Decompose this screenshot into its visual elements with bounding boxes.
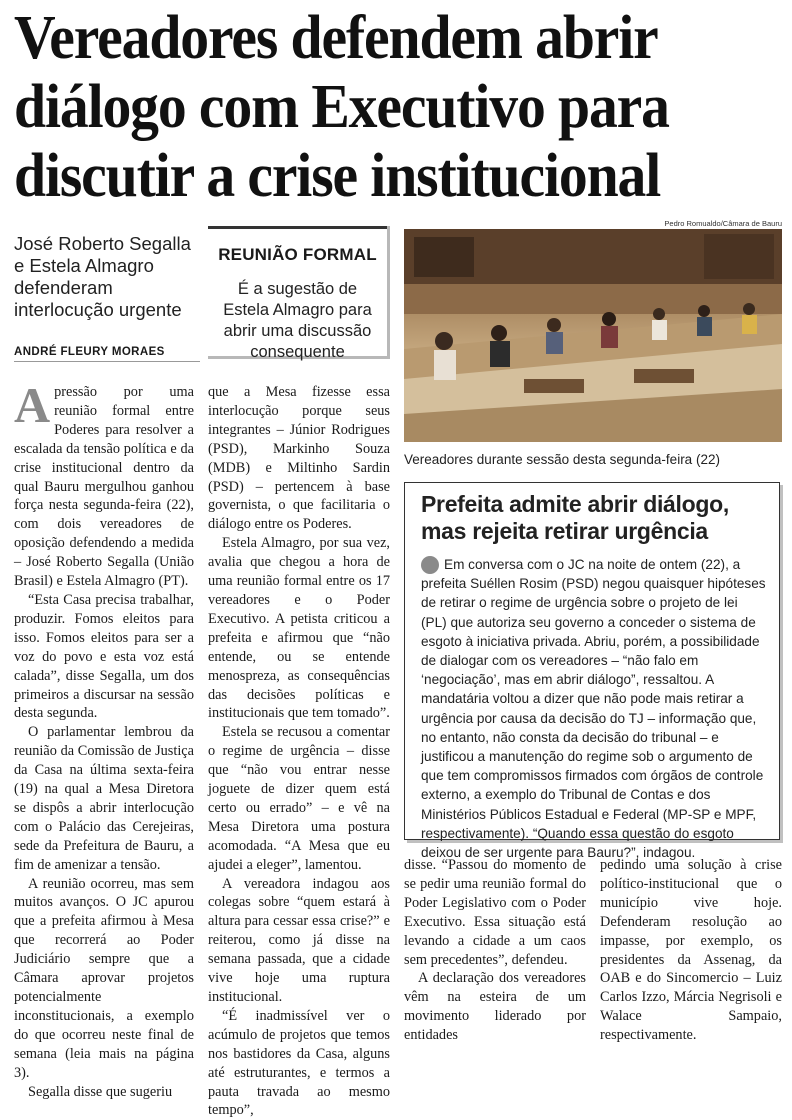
article-paragraph: Apressão por uma reunião formal entre Poderes para resolver a escalada da tensão política e da crise institucional dentro da qual Bauru mergulhou ganhou força nesta segunda-feira (22), com dois vereadores de oposição defendendo a medida – José Roberto Segalla (União Brasil) e Estela Almagro (PT). bbox=[14, 377, 194, 590]
headline-line-2: diálogo com Executivo para bbox=[14, 73, 669, 141]
callout-text: É a sugestão de Estela Almagro para abrir uma discussão consequente bbox=[223, 280, 372, 361]
headline-line-3: discutir a crise institucional bbox=[14, 142, 661, 210]
article-paragraph: A declaração dos vereadores vêm na esteira de um movimento liderado por entidades bbox=[404, 970, 586, 1044]
article-column-2 bbox=[208, 383, 390, 1120]
headline-line-1: Vereadores defendem abrir bbox=[14, 4, 658, 72]
photo-illustration bbox=[404, 229, 782, 442]
article-paragraph: Estela se recusou a comentar o regime de urgência – disse que “não vou entrar nesse joguete de dizer quem está certo ou errado” – e vê na Mesa Diretora uma postura acomodada. “A Mesa que eu ajudei a eleger”, lamentou. bbox=[208, 724, 390, 873]
article-paragraph: O parlamentar lembrou da reunião da Comissão de Justiça da Casa na última sexta-feira (19) na qual a Mesa Diretora se dispôs a abrir interlocução com o Palácio das Cerejeiras, sede da Prefeitura de Bauru, a fim de amenizar a tensão. bbox=[14, 724, 194, 873]
article-paragraph: A reunião ocorreu, mas sem muitos avanços. O JC apurou que a prefeita afirmou à Mesa que recorrerá ao Poder Judiciário sempre que a Câmara aprovar projetos potencialmente inconstitucionais, a exemplo do que ocorreu neste final de semana (leia mais na página 3). bbox=[14, 875, 194, 1081]
byline: ANDRÉ FLEURY MORAES bbox=[14, 346, 200, 362]
article-column-1 bbox=[14, 377, 194, 1101]
headline bbox=[14, 4, 730, 211]
article-column-3 bbox=[404, 856, 586, 1045]
article-paragraph: disse. “Passou do momento de se pedir uma reunião formal do Poder Legislativo com o Poder Executivo. Essa situação está levando a cidade a um caos sem precedentes”, defendeu. bbox=[404, 857, 586, 968]
article-paragraph: pedindo uma solução à crise político-institucional que o município vive hoje. Defenderam resolução ao impasse, por exemplo, os presidentes da Assenag, da OAB e do Sincomercio – Luiz Carlos Izzo, Márcia Negrisoli e Walace Sampaio, respectivamente. bbox=[600, 857, 782, 1044]
article-paragraph: que a Mesa fizesse essa interlocução porque seus integrantes – Júnior Rodrigues (PSD), Markinho Souza (MDB) e Miltinho Sardin (PSD) – pertencem à base governista, o que facilitaria o diálogo entre os Poderes. bbox=[208, 384, 390, 533]
article-paragraph: A vereadora indagou aos colegas sobre “quem estará à altura para cessar essa crise?” e reiterou, como já disse na semana passada, que a cidade vive hoje uma ruptura institucional. bbox=[208, 875, 390, 1005]
sidebar-box-text: Em conversa com o JC na noite de ontem (22), a prefeita Suéllen Rosim (PSD) negou quaisquer hipóteses de retirar o regime de urgência sobre o projeto de lei (PL) que autoriza seu governo a conceder o sistema de esgoto à iniciativa privada. Abriu, porém, a possibilidade de dialogar com os vereadores – “não falo em ‘negociação’, mas em abrir diálogo”, ressaltou. A mandatária voltou a dizer que não pode mais retirar a urgência por causa da decisão do TJ – informação que, no entanto, não consta da decisão do tribunal – e justificou a manutenção do regime sob o argumento de que tem compromissos firmados com órgãos de controle externo, a exemplo do Tribunal de Contas e dos Ministérios Públicos Estadual e Federal (MP-SP e MPF, respectivamente). “Quando essa questão do esgoto deixou de ser urgente para Bauru?”, indagou. bbox=[421, 557, 766, 861]
session-photo bbox=[404, 229, 782, 442]
sidebar-box-title: Prefeita admite abrir diálogo, mas rejeita retirar urgência bbox=[421, 491, 729, 544]
callout-title: REUNIÃO FORMAL bbox=[208, 226, 387, 269]
photo-caption: Vereadores durante sessão desta segunda-feira (22) bbox=[404, 452, 720, 467]
sidebar-box bbox=[404, 482, 780, 861]
article-paragraph: Segalla disse que sugeriu bbox=[28, 1083, 173, 1100]
article-paragraph: Estela Almagro, por sua vez, avalia que chegou a hora de uma reunião formal entre os 17 vereadores e o Poder Executivo. A petista criticou a prefeita e afirmou que “não entende, ou se entende menospreza, as consequências das decisões políticas e institucionais que tem tomado”. bbox=[208, 535, 390, 722]
article-paragraph: “É inadmissível ver o acúmulo de projetos que temos nos bastidores da Casa, alguns até estruturantes, e termos a pauta travada ao mesmo tempo”, bbox=[208, 1007, 390, 1119]
bullet-circle-icon bbox=[421, 556, 439, 574]
article-column-4 bbox=[600, 856, 782, 1045]
callout-box bbox=[208, 226, 390, 359]
photo-credit: Pedro Romualdo/Câmara de Bauru bbox=[664, 219, 782, 228]
article-paragraph: “Esta Casa precisa trabalhar, produzir. Fomos eleitos para isso. Fomos eleitos para ser a voz do povo e esta voz está calada”, disse Segalla, um dos primeiros a discursar na sessão desta segunda. bbox=[14, 591, 194, 722]
subheadline: José Roberto Segalla e Estela Almagro defenderam interlocução urgente bbox=[14, 233, 191, 320]
drop-cap: A bbox=[14, 377, 51, 433]
